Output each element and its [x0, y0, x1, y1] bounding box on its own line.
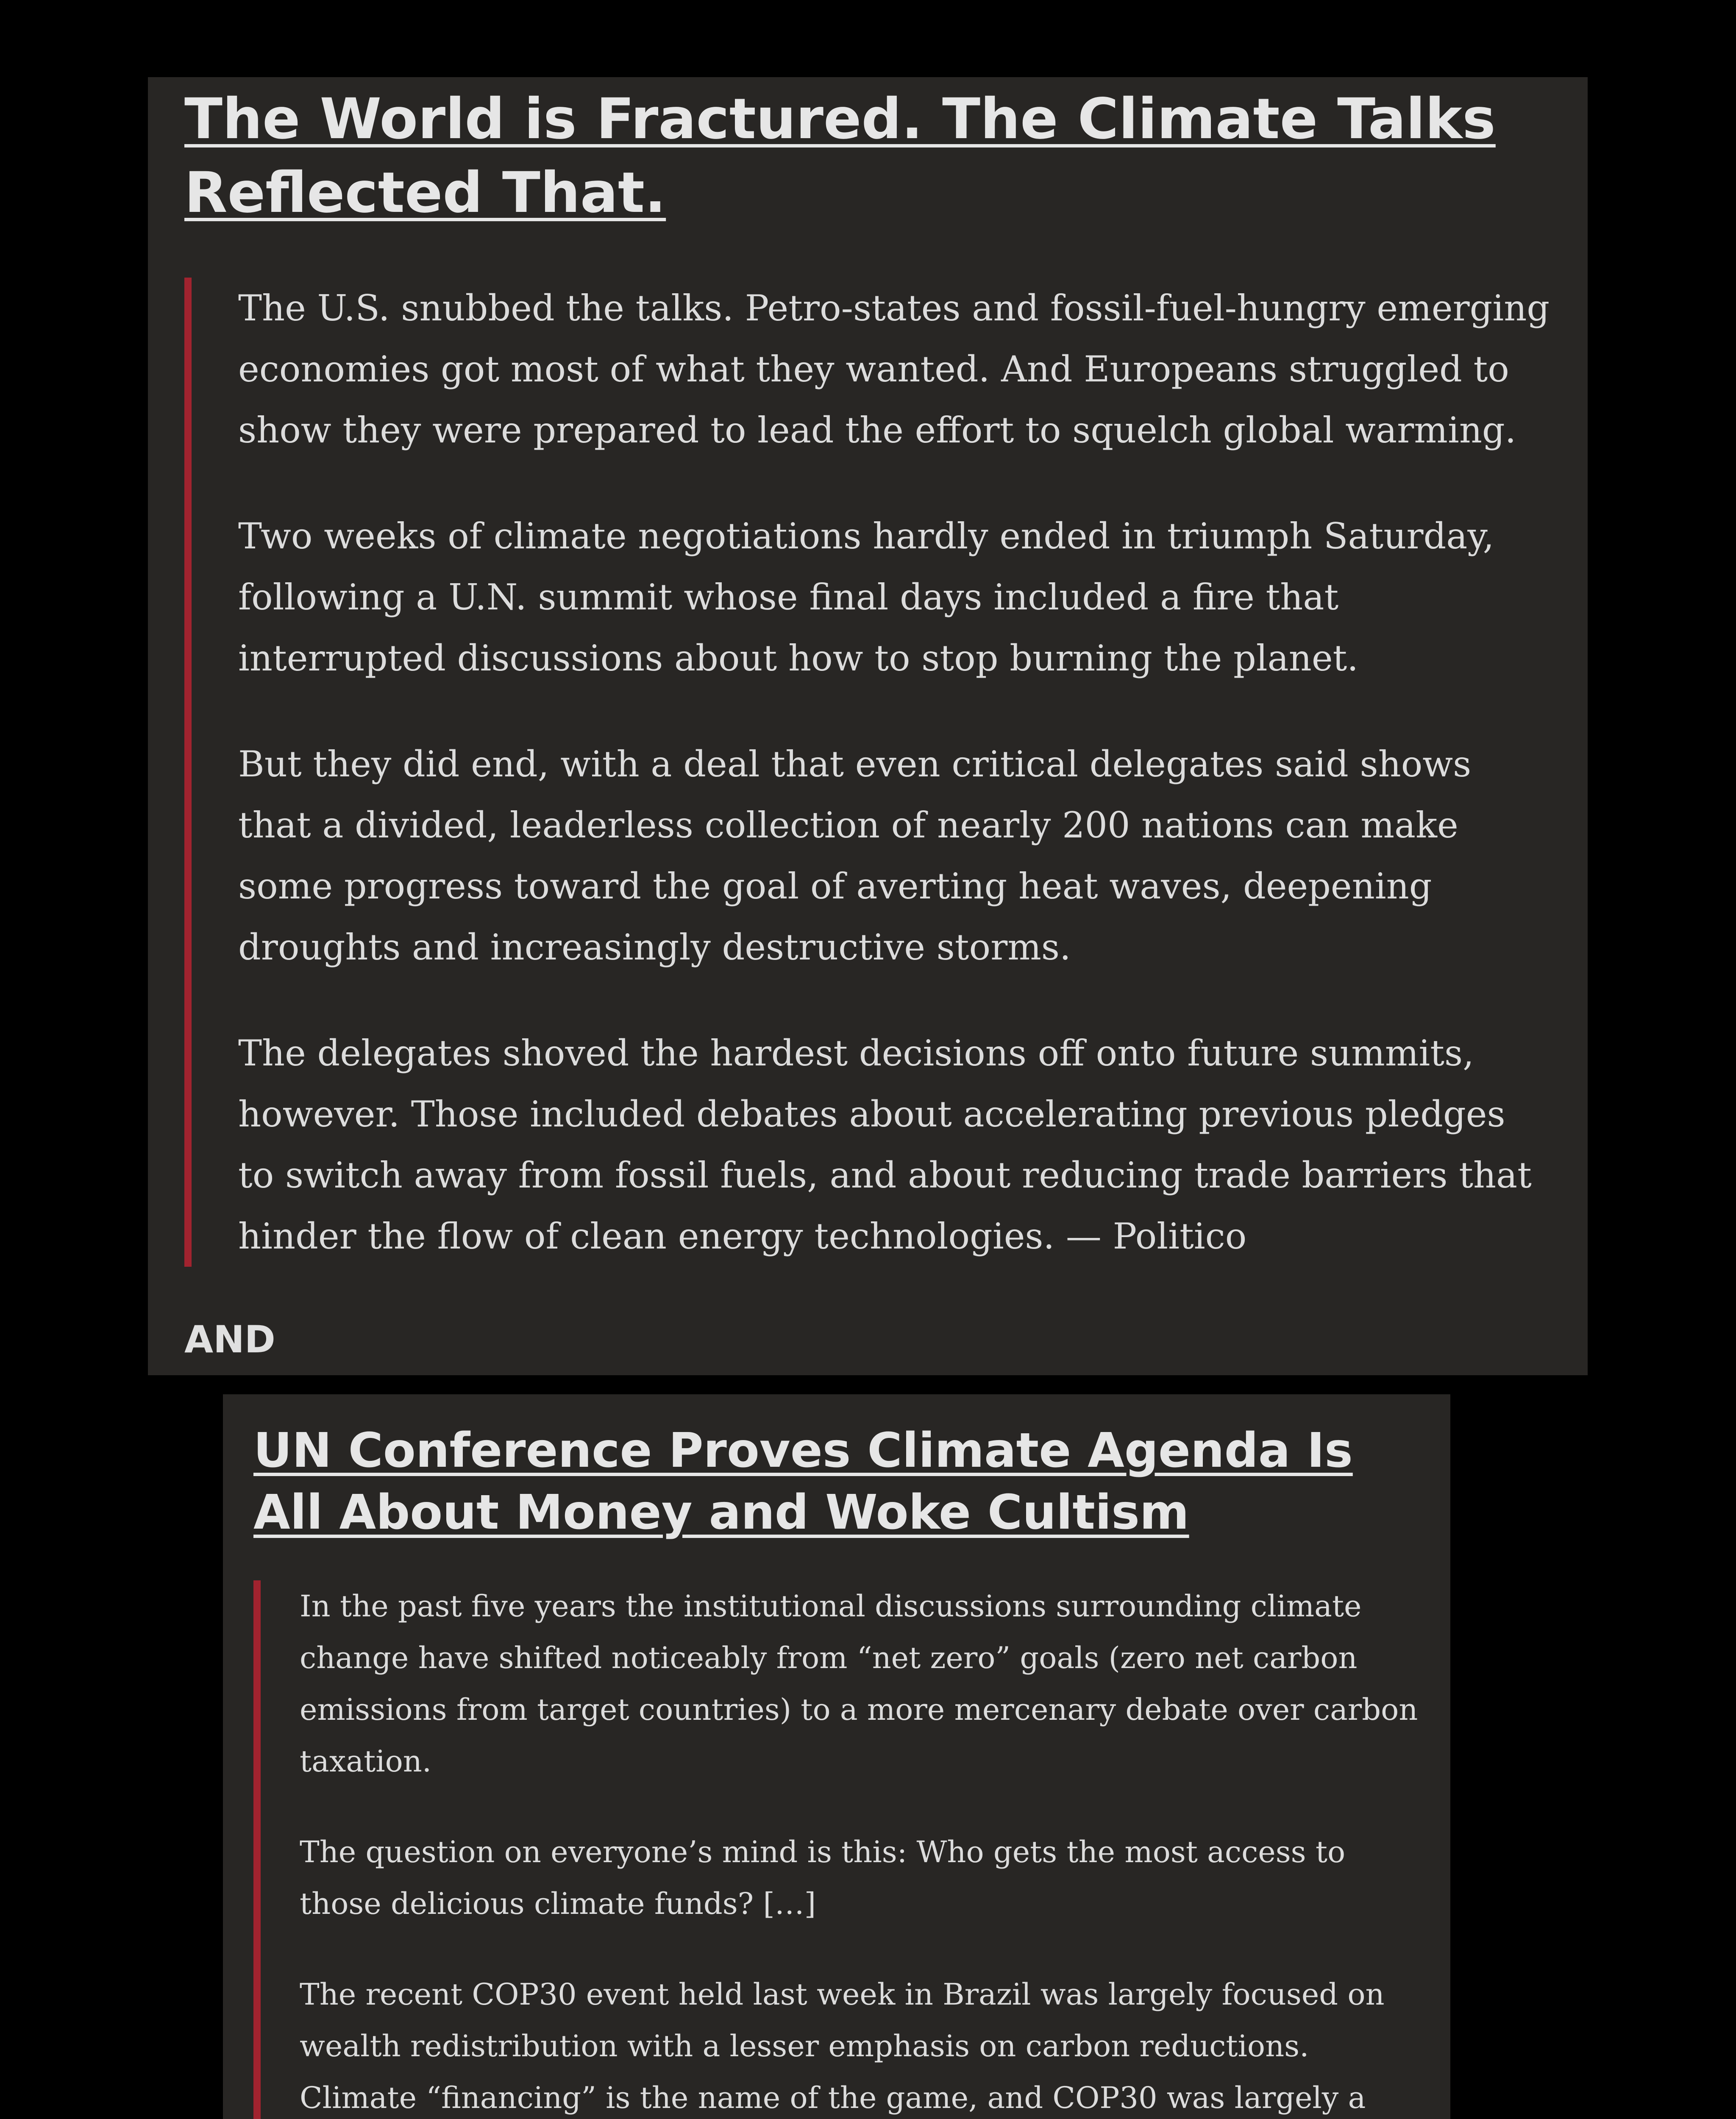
quote-paragraph: Two weeks of climate negotiations hardly ended in triumph Saturday, following a U.N. summit whose final days included a fire that interrupted discussions about how to stop burning the planet. — [238, 515, 1494, 679]
article-1-blockquote — [184, 278, 1551, 1267]
separator-and: AND — [184, 1318, 275, 1361]
article-card-1 — [148, 77, 1588, 1375]
quote-paragraph: In the past five years the institutional discussions surrounding climate change have shifted noticeably from “net zero” goals (zero net carbon emissions from target countries) to a more mercenary debate over carbon taxation. — [300, 1589, 1418, 1779]
quote-paragraph: The question on everyone’s mind is this: Who gets the most access to those delicious climate funds? […] — [300, 1835, 1346, 1921]
quote-paragraph: The delegates shoved the hardest decisions off onto future summits, however. Those included debates about accelerating previous pledges to switch away from fossil fuels, and about reducing trade barriers that hinder the flow of clean energy technologies. — Politico — [238, 1032, 1532, 1257]
article-1-title[interactable]: The World is Fractured. The Climate Talks Reflected That. — [184, 86, 1496, 225]
article-2-title[interactable]: UN Conference Proves Climate Agenda Is All About Money and Woke Cultism — [253, 1423, 1353, 1540]
quote-paragraph: But they did end, with a deal that even critical delegates said shows that a divided, leaderless collection of nearly 200 nations can make some progress toward the goal of averting heat waves, deepening droughts and increasingly destructive storms. — [238, 743, 1472, 968]
quote-paragraph: The recent COP30 event held last week in Brazil was largely focused on wealth redistribution with a lesser emphasis on carbon reductions. Climate “financing” is the name of the game, and COP30 was largely a — [300, 1977, 1385, 2115]
article-2-blockquote — [253, 1580, 1423, 2119]
quote-paragraph: The U.S. snubbed the talks. Petro-states and fossil-fuel-hungry emerging economies got most of what they wanted. And Europeans struggled to show they were prepared to lead the effort to squelch global warming. — [238, 287, 1550, 451]
article-card-2 — [223, 1394, 1450, 2119]
